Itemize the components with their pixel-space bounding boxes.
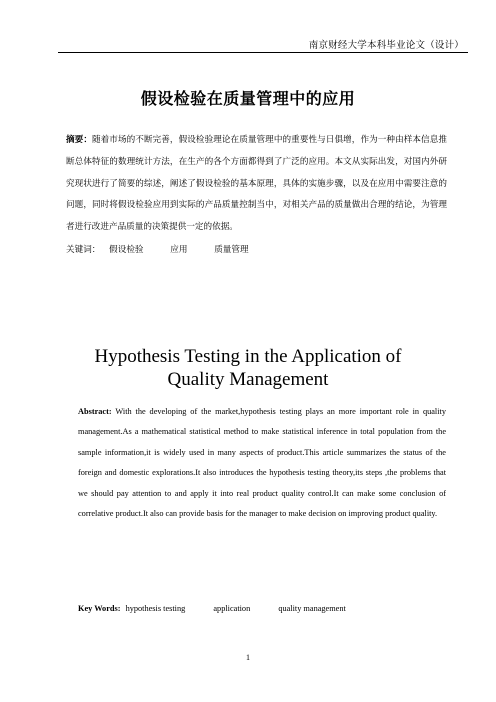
english-keyword: quality management	[278, 604, 346, 613]
chinese-keywords	[66, 243, 447, 257]
english-abstract-body: With the developing of the market,hypothesis testing plays an more important role in quality management.As a mathematical statistical method to make statistical inference in total population from the sample information,it is widely used in many aspects of product.This article summarizes the status of the foreign and domestic explorations.It also introduces the hypothesis testing theory,its steps ,the problems that we should pay attention to and apply it into real product quality control.It can make some conclusion of correlative product.It also can provide basis for the manager to make decision on improving product quality.	[78, 407, 446, 519]
english-abstract	[78, 402, 446, 524]
english-title	[0, 345, 496, 391]
english-keywords-label: Key Words:	[78, 604, 121, 613]
chinese-title: 假设检验在质量管理中的应用	[140, 89, 356, 108]
chinese-abstract-body: 随着市场的不断完善，假设检验理论在质量管理中的重要性与日俱增，作为一种由样本信息推断总体特征的数理统计方法，在生产的各个方面都得到了广泛的应用。本文从实际出发，对国内外研究现状进行了简要的综述，阐述了假设检验的基本原理，具体的实施步骤，以及在应用中需要注意的问题，同时将假设检验应用到实际的产品质量控制当中，对相关产品的质量做出合理的结论，为管理者进行改进产品质量的决策提供一定的依据。	[66, 135, 447, 233]
chinese-abstract-label: 摘要：	[66, 135, 92, 145]
chinese-keyword: 假设检验	[109, 245, 144, 255]
chinese-keyword: 质量管理	[214, 245, 249, 255]
english-keyword: hypothesis testing	[125, 604, 186, 613]
running-header: 南京财经大学本科毕业论文（设计）	[308, 40, 464, 51]
english-abstract-label: Abstract:	[78, 407, 112, 416]
english-title-line: Quality Management	[167, 369, 329, 390]
page-number: 1	[246, 653, 250, 662]
chinese-keyword: 应用	[170, 245, 188, 255]
chinese-keywords-label: 关键词：	[66, 245, 101, 255]
chinese-abstract	[66, 130, 447, 239]
english-keyword: application	[213, 604, 251, 613]
english-keywords	[78, 603, 446, 615]
header-rule	[58, 52, 468, 53]
english-title-line: Hypothesis Testing in the Application of	[94, 346, 402, 367]
